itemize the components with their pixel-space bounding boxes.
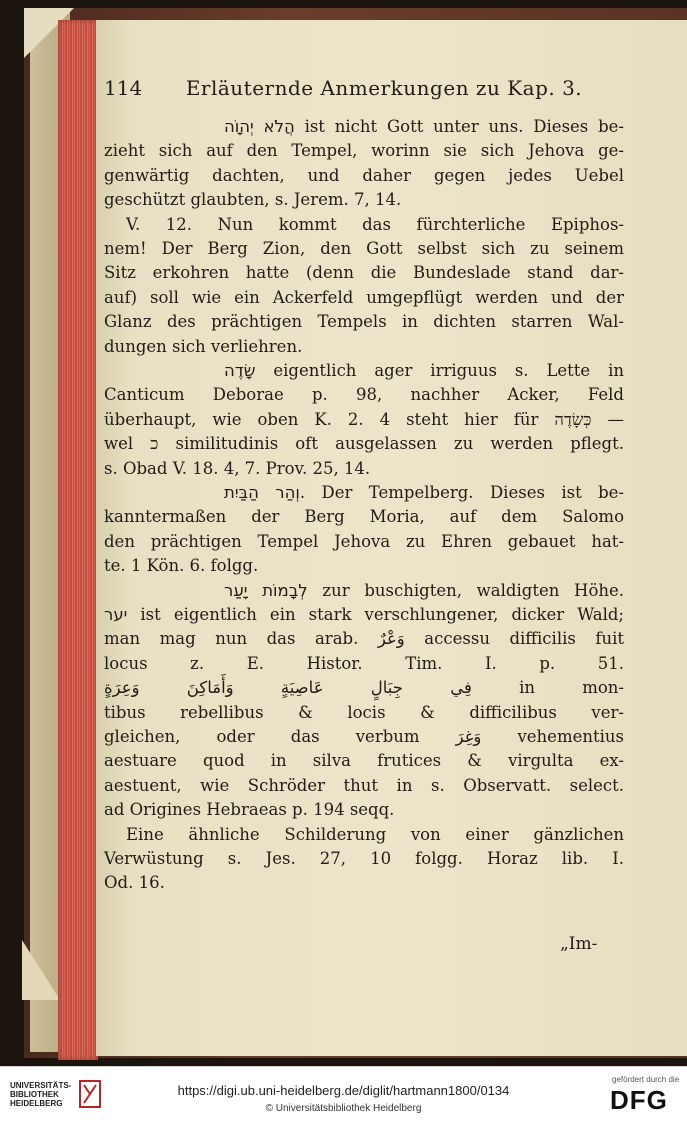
semitic-term: לְבָמוֹת יָעַר [224, 580, 308, 600]
text-line [104, 263, 624, 283]
line-text: ad Origines Hebraeas p. 194 seqq. [104, 800, 395, 820]
line-text: Canticum Deborae p. 98, nachher Acker, Feld [104, 385, 624, 405]
text-line [126, 825, 624, 845]
line-text: aestuent, wie Schröder thut in s. Observatt. select. [104, 775, 624, 795]
text-line [104, 654, 624, 674]
page-number: 114 [104, 76, 143, 100]
corner-protector-bottom [22, 940, 60, 1000]
text-line [104, 507, 624, 527]
line-text: Od. 16. [104, 873, 165, 893]
text-line [104, 312, 624, 332]
line-text: V. 12. Nun kommt das fürchterliche Epiphos- [126, 214, 624, 234]
line-text: aestuare quod in silva frutices & virgulta ex- [104, 751, 624, 771]
text-line [104, 556, 624, 576]
line-text: te. 1 Kön. 6. folgg. [104, 556, 259, 576]
text-line [104, 800, 624, 820]
text-line [104, 141, 624, 161]
line-text: s. Obad V. 18. 4, 7. Prov. 25, 14. [104, 458, 371, 478]
line-prefix: gleichen, oder das verbum [104, 727, 456, 746]
viewer-footer [0, 1066, 687, 1123]
line-text: in mon- [471, 678, 624, 698]
semitic-term: וְהַר הַבַּיִת [224, 483, 300, 502]
semitic-term: وَغِرَ [455, 727, 482, 746]
text-line [104, 434, 624, 454]
line-text: überhaupt, wie oben K. 2. 4 steht hier für כְּשָׂדֶה — [104, 409, 624, 429]
catchword: „Im- [560, 934, 598, 954]
line-text: Eine ähnliche Schilderung von einer gänzlichen [126, 824, 624, 844]
text-line [104, 288, 624, 308]
line-text: dungen sich verliehren. [104, 336, 303, 356]
text-line [104, 873, 624, 893]
line-text: locus z. E. Histor. Tim. I. p. 51. [104, 653, 624, 673]
text-line [104, 459, 624, 479]
line-text: ist eigentlich ein stark verschlungener, dicker Wald; [127, 605, 624, 624]
library-name-line-2: BIBLIOTHEK [10, 1089, 59, 1099]
permalink-url[interactable]: https://digi.ub.uni-heidelberg.de/diglit/hartmann1800/0134 [177, 1083, 510, 1098]
line-text: ist nicht Gott unter uns. Dieses be- [294, 117, 624, 136]
line-text: nem! Der Berg Zion, den Gott selbst sich zu seinem [104, 239, 624, 258]
line-text: genwärtig dachten, und daher gegen jedes Uebel [104, 165, 624, 185]
text-line [104, 776, 624, 796]
line-text: auf) soll wie ein Ackerfeld umgepflügt werden und der [104, 287, 624, 307]
text-line [104, 239, 624, 259]
line-text: tibus rebellibus & locis & difficilibus ver- [104, 702, 624, 722]
library-name-line-3: HEIDELBERG [10, 1098, 63, 1108]
text-line [224, 361, 624, 381]
line-text: zieht sich auf den Tempel, worinn sie sich Jehova ge- [104, 141, 624, 161]
line-text: accessu difficilis fuit [404, 629, 624, 649]
funding-caption: gefördert durch die [612, 1075, 680, 1084]
line-text: den prächtigen Tempel Jehova zu Ehren gebauet hat- [104, 531, 624, 551]
line-text: vehementius [481, 727, 624, 746]
text-line [104, 629, 624, 649]
text-line [224, 117, 624, 137]
text-line [104, 532, 624, 552]
running-head [104, 76, 624, 100]
text-line [104, 385, 624, 405]
line-prefix: man mag nun das arab. [104, 629, 378, 649]
line-text: Glanz des prächtigen Tempels in dichten starren Wal- [104, 312, 624, 332]
text-line [104, 190, 624, 210]
semitic-term: יער [104, 605, 128, 624]
running-head-title: Erläuternde Anmerkungen zu Kap. 3. [185, 76, 583, 100]
line-text: Verwüstung s. Jes. 27, 10 folgg. Horaz lib. I. [104, 849, 624, 868]
page-edges [58, 20, 98, 1060]
text-line [104, 605, 624, 625]
text-line [104, 849, 624, 869]
text-line [104, 337, 624, 357]
semitic-term: הֲלֹא יְהוָֹה [224, 117, 295, 136]
text-line [104, 751, 624, 771]
line-text: eigentlich ager irriguus s. Lette in [255, 361, 624, 380]
line-text: wel כ similitudinis oft ausgelassen zu werden pflegt. [104, 434, 624, 454]
line-text: . Der Tempelberg. Dieses ist be- [299, 483, 625, 502]
line-text: Sitz erkohren hatte (denn die Bundeslade stand dar- [104, 263, 624, 283]
text-line [104, 703, 624, 723]
text-line [104, 678, 624, 698]
copyright-notice: © Universitätsbibliothek Heidelberg [265, 1103, 422, 1114]
line-text: zur buschigten, waldigten Höhe. [307, 580, 625, 600]
line-text: kanntermaßen der Berg Moria, auf dem Salomo [104, 507, 624, 527]
text-line [224, 581, 624, 601]
text-line [104, 410, 624, 430]
library-name-line-1: UNIVERSITÄTS- [10, 1080, 72, 1090]
text-line [104, 166, 624, 186]
line-text: geschützt glaubten, s. Jerem. 7, 14. [104, 190, 402, 210]
text-line [126, 215, 624, 235]
semitic-term: وَعْرٌ [377, 629, 405, 649]
dfg-logo: DFG [610, 1085, 668, 1115]
text-line [224, 483, 624, 503]
text-line [104, 727, 624, 747]
semitic-term: שָׂדֶה [224, 361, 256, 380]
semitic-term: فِي جِبَالٍ عَاصِيَةٍ وَأَمَاكِنَ وَعِرَةٍ [104, 678, 472, 698]
